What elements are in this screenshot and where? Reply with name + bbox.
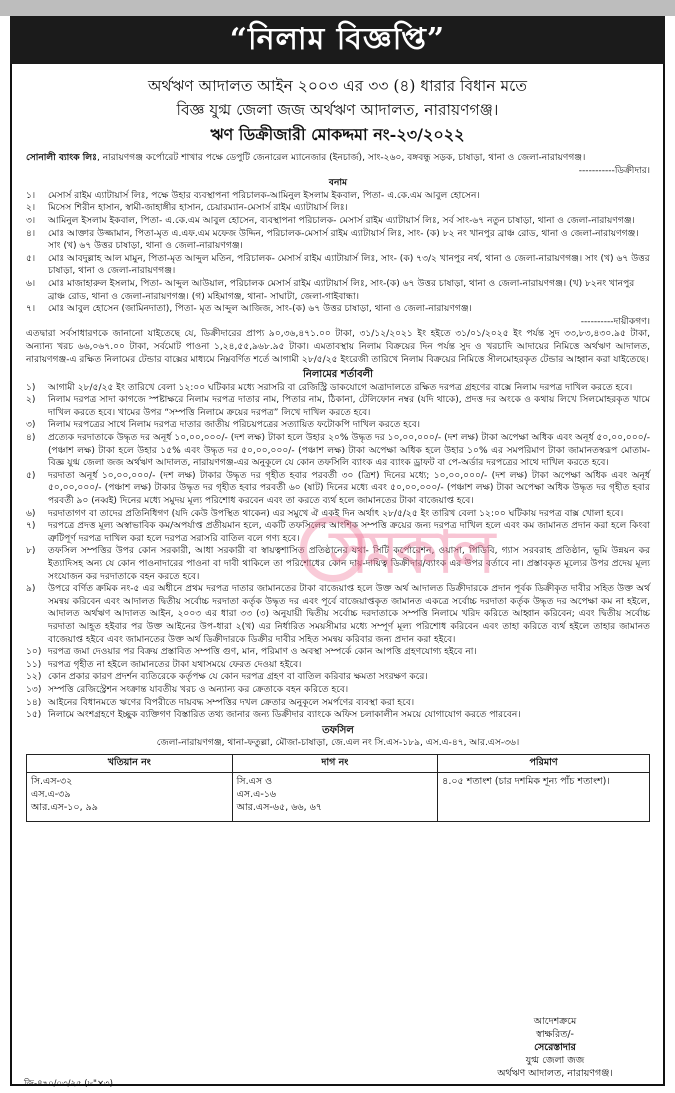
defendant-item-number: ৫। xyxy=(26,253,36,264)
dag-line: আর.এস-৬৫, ৬৬, ৬৭ xyxy=(236,801,322,813)
condition-item-text: দরদাতাগণ বা তাদের প্রতিনিধিগণ (যদি কেউ উপস্থিত থাকেন) এর সমুখে ঐ একই দিন অর্থাৎ ২৮/৫/২৫ ইং তারিখ বেলা ১২:০০ ঘটিকায় দরপত্র বাক্স খোলা হবে। xyxy=(48,508,624,519)
defendant-item-text: মোঃ আক্তার উজ্জামান, পিতা-মৃত এ.এফ.এম মফেজ উদ্দিন, পরিচালক-মেসার্স রাইম এ্যাটায়ার্স লিঃ, সাং- (ক) ৮২ নং খানপুর ব্রাঞ্চ রোড, থানা ও জেলা-নারায়ণগঞ্জ। সাং (খ) ৬৭ উত্তর চাষাড়া, থানা ও জেলা-নারায়ণগঞ্জ। xyxy=(48,228,639,252)
condition-item xyxy=(26,470,650,508)
defendant-item-number: ৪। xyxy=(26,228,36,239)
plaintiff-paragraph xyxy=(26,152,650,165)
column-khatian: খতিয়ান নং xyxy=(27,754,233,772)
plaintiff-name: সোনালী ব্যাংক লিঃ xyxy=(26,153,97,163)
defendant-item xyxy=(26,228,650,253)
defendant-item-text: মেসার্স রাইম এ্যাটায়ার্স লিঃ, পক্ষে উহার ব্যবস্থাপনা পরিচালক-আমিনুল ইসলাম ইকবাল, পিতা- এ.কে.এম আবুল হোসেন। xyxy=(48,190,480,201)
table-row xyxy=(27,772,650,821)
schedule-table xyxy=(26,754,650,822)
condition-item-number: ৬) xyxy=(26,508,36,519)
condition-item-text: নিলামে অংশগ্রহণে ইচ্ছুক ব্যক্তিগণ বিস্তারিত তথ্য জানার জন্য ডিক্রীদার ব্যাংকে অফিস চলাকালীন সময়ে যোগাযোগ করতে পারবেন। xyxy=(48,710,521,721)
reference-number: জি-৪৭০/০৩/২৫ (৮"×৩) xyxy=(24,1079,113,1089)
condition-item-number: ৩) xyxy=(26,420,36,431)
condition-item-number: ৮) xyxy=(26,546,36,557)
khatian-line: আর.এস-১০, ৯৯ xyxy=(31,801,98,813)
amount-cell: ৪.০৫ শতাংশ (চার দশমিক শূন্য পাঁচ শতাংশ)। xyxy=(438,772,650,821)
schedule-heading: তফসিল xyxy=(322,724,354,736)
condition-item-number: ১০) xyxy=(26,647,42,658)
condition-item-number: ১৪) xyxy=(26,697,42,708)
defendant-item xyxy=(26,303,650,316)
condition-item-number: ১) xyxy=(26,382,36,393)
condition-item xyxy=(26,646,650,659)
watermark-ring xyxy=(300,516,366,582)
signature-signed: স্বাক্ষরিত/- xyxy=(536,1029,574,1040)
header-court-line: বিজ্ঞ যুগ্ম জেলা জজ অর্থঋণ আদালত, নারায়ণগঞ্জ। xyxy=(176,101,499,119)
defendant-item-number: ২। xyxy=(26,203,36,214)
signature-block xyxy=(470,1015,640,1080)
defendant-item xyxy=(26,190,650,203)
notice-title: “নিলাম বিজ্ঞপ্তি” xyxy=(10,16,665,64)
khatian-line: সি.এস-৩২ xyxy=(31,775,73,787)
condition-item-text: প্রত্যেক দরদাতাকে উদ্ধৃত দর অনূর্ধ ১০,০০,০০০/- (দশ লক্ষ) টাকা হলে উহার ২০% উদ্ধৃত দর ১০,০০,০০০/- (দশ লক্ষ) টাকা অপেক্ষা অধিক এবং অনূর্ধ ৫০,০০,০০০/- (পঞ্চাশ লক্ষ) টাকা হলে উহার ১৫% এবং উদ্ধৃত দর ৫০,০০,০০০/- (পঞ্চাশ লক্ষ) টাকা অপেক্ষা অধিক হলে উহার ১০% এর সমপরিমাণ টাকা জামানতস্বরূপ মোতাম- বিজ্ঞ যুগ্ম জেলা জজ অর্থঋণ আদালত, নারায়ণগঞ্জ-এর অনুকূলে যে কোন তফসিলি ব্যাংক এর ব্যাংক ড্রাফট বা পে-অর্ডার দরপত্রের সাথে দাখিল করতে হবে। xyxy=(48,433,650,469)
conditions-heading: নিলামের শর্তাবলী xyxy=(303,369,373,381)
condition-item xyxy=(26,583,650,646)
plaintiff-details: , নারায়ণগঞ্জ কর্পোরেট শাখার পক্ষে ডেপুটি জেনারেল ম্যানেজার (ইনচার্জ), সাং-২৬০, বঙ্গবন্ধু সড়ক, চাষাড়া, থানা ও জেলা-নারায়ণগঞ্জ। xyxy=(96,153,586,163)
header-law-line: অর্থঋণ আদালত আইন ২০০৩ এর ৩৩ (৪) ধারার বিধান মতে xyxy=(148,77,527,95)
defendant-item xyxy=(26,215,650,228)
dag-line: সি.এস ও xyxy=(236,775,273,787)
decree-holder-role: -----------ডিক্রীদার। xyxy=(578,165,650,176)
condition-item-number: ১৩) xyxy=(26,684,42,695)
defendant-item-text: মিসেস শিরীন হাসান, স্বামী-জাহাঙ্গীর হাসান, চেয়ারম্যান-মেসার্স রাইম এ্যাটায়ার্স লিঃ। xyxy=(48,203,348,214)
top-strip xyxy=(0,0,675,16)
signature-order: আদেশক্রমে xyxy=(533,1016,577,1027)
versus-label: বনাম xyxy=(328,178,348,189)
condition-item-number: ২) xyxy=(26,395,36,406)
condition-item xyxy=(26,382,650,395)
condition-item xyxy=(26,394,650,419)
column-amount: পরিমাণ xyxy=(438,754,650,772)
condition-item-text: নিলাম দরপত্র সাদা কাগজে স্পষ্টাক্ষরে নিলাম দরপত্র দাতার নাম, পিতার নাম, ঠিকানা, টেলিফোন নম্বর (যদি থাকে), প্রদত্ত দর অংকে ও কথায় লিখে সিলমোহরকৃত খামে দাখিল করতে হবে। খামের উপর “সম্পত্তি নিলামে ক্রয়ের দরপত্র” লিখে দাখিল করতে হবে। xyxy=(48,395,650,418)
defendant-item xyxy=(26,253,650,278)
condition-item-number: ১২) xyxy=(26,672,42,683)
intro-paragraph: এতদ্বারা সর্বসাধারণকে জানানো যাইতেছে যে, ডিক্রীদারের প্রাপ্য ৯০,৩৬,৪৭১.০০ টাকা, ৩১/১২/২০২১ ইং হইতে ৩১/০১/২০২৫ ইং পর্যন্ত সুদ ৩৩,৮৩,৪৩০.৯৫ টাকা, অন্যান্য খরচ ৬৬,০৬৭.০০ টাকা, সর্বমোট পাওনা ১,২৪,৫৫,৯৬৮.৯৫ টাকা। এমতাবস্থায় নিলাম বিক্রয়ের দিন পর্যন্ত সুদ ও খরচাদি আদায়ের নিমিত্তে অর্থঋণ আদালত, নারায়ণগঞ্জ-এ রক্ষিত নিলামের টেন্ডার বাক্সের মাধ্যমে নিম্নবর্ণিত শর্তে আগামী ২৮/৫/২৫ ইংরেজী তারিখে নিলাম বিক্রয়ের নিমিত্তে সীলমোহরকৃত টেন্ডার আহ্বান করা যাইতেছে। xyxy=(26,329,650,365)
condition-item-text: দরদাতা অনূর্ধ ১০,০০,০০০/- (দশ লক্ষ) টাকার উদ্ধৃত দর গৃহীত হবার পরবর্তী ৩০ (ত্রিশ) দিনের মধ্যে; ১০,০০,০০০/- (দশ লক্ষ) টাকা অপেক্ষা অধিক এবং অনূর্ধ ৫০,০০,০০০/- (পঞ্চাশ লক্ষ) টাকার উদ্ধৃত দর গৃহীত হবার পরবর্তী ৬০ (ষাট) দিনের মধ্যে এবং ৫০,০০,০০০/- (পঞ্চাশ লক্ষ) টাকা অপেক্ষা অধিক উদ্ধৃত দর গৃহীত হবার পরবর্তী ৯০ (নব্বই) দিনের মধ্যে সমুদয় মূল্য পরিশোধ করবেন এবং তা করতে ব্যর্থ হলে জামানতের টাকা বাজেয়াপ্ত হবে। xyxy=(48,470,650,507)
condition-item xyxy=(26,709,650,722)
condition-item-text: তফসিল সম্পত্তির উপর কোন সরকারী, আধা সরকারী বা স্বায়ত্বশাসিত প্রতিষ্ঠানের যথা- সিটি কর্পোরেশন, ওয়াসা, পিডিবি, গ্যাস সরবরাহ প্রতিষ্ঠান, ভূমি উন্নয়ন কর ইত্যাদিসহ অন্য যে কোন পাওনাদারের পাওনা বা দাবী থাকিলে তা পরিশোধের কোন দায়-দায়িত্ব ডিক্রীদার/ব্যাংক এর উপর বর্তাবে না। প্রস্তাবকৃত মূল্যের উপর প্রদেয় মূল্য সংযোজন কর দরদাতাকে বহন করতে হবে। xyxy=(48,546,650,582)
defendant-item-text: আমিনুল ইসলাম ইকবাল, পিতা- এ.কে.এম আবুল হোসেন, ব্যবস্থাপনা পরিচালক- মেসার্স রাইম এ্যাটায়ার্স লিঃ, সর্ব সাং-৬৭ নতুন চাষাড়া, থানা ও জেলা-নারায়ণগঞ্জ। xyxy=(48,215,635,226)
defendant-item xyxy=(26,202,650,215)
condition-item-text: দরপত্র জমা দেওয়ার পর বিক্রয় প্রস্তাবিত সম্পত্তি গুণ, মান, পরিমাণ ও অবস্থা সম্পর্কে কোন আপত্তি গ্রহণযোগ্য হইবে না। xyxy=(48,647,477,658)
condition-item xyxy=(26,697,650,710)
defendant-item-number: ১। xyxy=(26,190,36,201)
condition-item-text: কোন প্রকার কারণ প্রদর্শন ব্যতিরেকে কর্তৃপক্ষ যে কোন দরপত্র গ্রহণ বা বাতিল করিবার ক্ষমতা সংরক্ষণ করে। xyxy=(48,672,428,683)
defendant-item-number: ৬। xyxy=(26,278,36,289)
condition-item xyxy=(26,684,650,697)
dag-cell xyxy=(232,772,438,821)
condition-item-text: দরপত্র গৃহীত না হইলে জামানতের টাকা যথাসময়ে ফেরত দেওয়া হইবে। xyxy=(48,659,302,670)
condition-item xyxy=(26,671,650,684)
condition-item-text: সম্পত্তি রেজিস্ট্রেশন সংক্রান্ত যাবতীয় খরচ ও অন্যান্য কর ক্রেতাকে বহন করিতে হবে। xyxy=(48,684,349,695)
schedule-location: জেলা-নারায়ণগঞ্জ, থানা-ফতুল্লা, মৌজা-চাষাড়া, জে.এল নং সি.এস-১৮৯, এস.এ-৪৭, আর.এস-৩৬। xyxy=(156,738,520,749)
condition-item-text: দরপত্রে প্রদত্ত মূল্য অস্বাভাবিক কম/অপর্যাপ্ত প্রতীয়মান হলে, একটি তফসিলের আংশিক সম্পত্তি ক্রয়ের জন্য দরপত্র দাখিল হলে এবং কম জামানত প্রদান করা হলে কিংবা ত্রুটিপূর্ণ দরপত্র দাখিল করা হলে দরপত্র সরাসরি বাতিল বলে গণ্য হবে। xyxy=(48,521,650,544)
defendant-item-text: মোঃ আবুল হোসেন (জামিনদাতা), পিতা- মৃত আব্দুল আজিজ, সাং-(ক) ৬৭ উত্তর চাষাড়া, থানা ও জেলা-নারায়ণগঞ্জ। xyxy=(48,304,472,315)
condition-item-number: ৫) xyxy=(26,470,36,481)
khatian-cell xyxy=(27,772,233,821)
condition-item-text: আইনের বিধানমতে ঋণের বিপরীতে দায়বদ্ধ সম্পত্তির দখল ক্রেতার অনুকূলে সমর্পণের ব্যবস্থা করা হবে। xyxy=(48,697,415,708)
defendant-item-number: ৩। xyxy=(26,215,36,226)
signature-court: যুগ্ম জেলা জজ xyxy=(525,1055,585,1066)
dag-line: এস.এ-১৬ xyxy=(236,788,277,800)
case-number: ঋণ ডিক্রীজারী মোকদ্দমা নং-২৩/২০২২ xyxy=(210,125,465,144)
defendant-item-text: মোঃ আবদুল্লাহ আল মামুন, পিতা-মৃত আব্দুল মতিন, পরিচালক- মেসার্স রাইম এ্যাটায়ার্স লিঃ, সাং- (ক) ৭৩/২ খানপুর নর্থ, থানা ও জেলা-নারায়ণগঞ্জ। সাং (খ) ৬৭ উত্তর চাষাড়া, থানা ও জেলা-নারায়ণগঞ্জ। xyxy=(48,253,650,277)
condition-item-number: ৯) xyxy=(26,584,36,595)
condition-item-number: ৪) xyxy=(26,433,36,444)
signature-court-location: অর্থঋণ আদালত, নারায়ণগঞ্জ। xyxy=(497,1068,613,1079)
notice-body xyxy=(26,152,650,822)
column-dag: দাগ নং xyxy=(232,754,438,772)
defendant-item-text: মোঃ মাজাহারুল ইসলাম, পিতা- আব্দুল আউয়াল, পরিচালক মেসার্স রাইম এ্যাটায়ার্স লিঃ, সাং-(ক) ৬৭ উত্তর চাষাড়া, থানা ও জেলা-নারায়ণগঞ্জ। (খ) ৮২নং খানপুর ব্রাঞ্চ রোড, থানা ও জেলা-নারায়ণগঞ্জ। (গ) মহিমাগঞ্জ, থানা- সাঘাটা, জেলা-গাইবান্ধা। xyxy=(48,278,635,302)
condition-item-text: নিলাম দরপত্রের সাথে নিলাম দরপত্র দাতার জাতীয় পরিচয়পত্রের সত্যায়িত ফটোকপি দাখিল করতে হবে। xyxy=(48,420,421,431)
khatian-line: এস.এ-৩৯ xyxy=(31,788,71,800)
newspaper-watermark: সমকাল xyxy=(330,518,494,586)
condition-item-number: ১৫) xyxy=(26,710,42,721)
condition-item xyxy=(26,432,650,470)
condition-item-text: উপরে বর্ণিত ক্রমিক নং-৫ এর অধীনে প্রথম দরপত্র দাতার জামানতের টাকা বাজেয়াপ্ত হলে উক্ত অর্থ আদালত ডিক্রীদারকে প্রদান পূর্বক ডিক্রীকৃত দাবীর সহিত উক্ত অর্থ সমন্বয় করিবেন এবং আদালত দ্বিতীয় সর্বোচ্চ দরদাতা কর্তৃক উদ্ধৃত দর এবং পূর্বে বাজেয়াপ্তকৃত জামানত একত্রে সর্বোচ্চ দরদাতা কর্তৃক উদ্ধৃত দর অপেক্ষা কম না হইলে, আদালত অর্থঋণ আদালত আইন, ২০০৩ এর ধারা ৩৩ (৩) অনুযায়ী দ্বিতীয় সর্বোচ্চ দরদাতাকে সম্পত্তি নিলামে খরিদ করিতে আহ্বান করিবেন; এবং দ্বিতীয় সর্বোচ্চ দরদাতা আহূত হইবার পর উক্ত আইনের উপ-ধারা ২(খ) এর নির্ধারিত সময়সীমার মধ্যে সম্পূর্ণ মূল্য পরিশোধ করিবেন এবং তাহা করিতে ব্যর্থ হইলে তাহার জামানত বাজেয়াপ্ত হইবে এবং জামানতের উক্ত অর্থ ডিক্রীদারকে ডিক্রীর দাবীর সহিত সমন্বয় করিবার জন্য প্রদান করা হইবে। xyxy=(48,584,650,645)
debtors-role: ----------দায়ীকগণ। xyxy=(580,316,650,327)
defendants-list xyxy=(26,190,650,316)
condition-item-number: ৭) xyxy=(26,521,36,532)
condition-item xyxy=(26,659,650,672)
condition-item-text: আগামী ২৮/৫/২৫ ইং তারিখে বেলা ১২:০০ ঘটিকার মধ্যে সরাসরি বা রেজিস্ট্রি ডাকযোগে অত্রাদালতে রক্ষিত দরপত্র গ্রহণের বাক্সে নিলাম দরপত্র দাখিল করতে হবে। xyxy=(48,382,633,393)
condition-item-number: ১১) xyxy=(26,659,42,670)
condition-item xyxy=(26,419,650,432)
defendant-item-number: ৭। xyxy=(26,304,36,315)
signature-designation: সেরেস্তাদার xyxy=(534,1042,576,1053)
defendant-item xyxy=(26,278,650,303)
